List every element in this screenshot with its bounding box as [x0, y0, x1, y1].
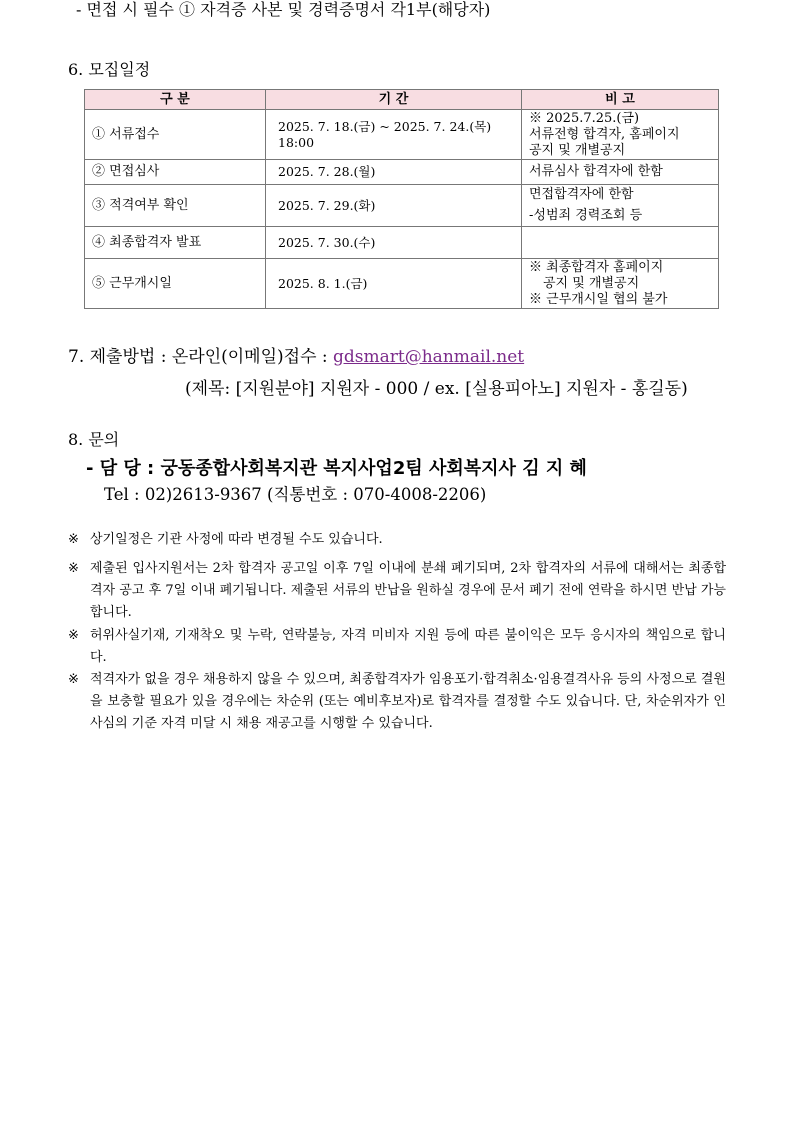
row-remarks: [522, 110, 719, 160]
header-remarks: 비 고: [522, 90, 719, 110]
reference-mark-icon: ※: [68, 628, 79, 643]
table-row: [85, 259, 719, 309]
table-row: [85, 160, 719, 185]
row-period: 2025. 7. 29.(화): [266, 185, 522, 227]
table-row: [85, 110, 719, 160]
row-remarks: [522, 185, 719, 227]
row-period: 2025. 8. 1.(금): [266, 259, 522, 309]
row-remarks: [522, 227, 719, 259]
notice-item: [68, 625, 726, 669]
notice-text: 적격자가 없을 경우 채용하지 않을 수 있으며, 최종합격자가 임용포기·합격취소·임용결격사유 등의 사정으로 결원을 보충할 필요가 있을 경우에는 차순위 (또는 예비후보자)로 합격자를 결정할 수도 있습니다. 단, 차순위자가 인사심의 기준 자격 미달 시 채용 재공고를 시행할 수 있습니다.: [90, 672, 726, 731]
remark-line: 면접합격자에 한함: [529, 187, 634, 202]
row-item: ⑤ 근무개시일: [85, 259, 266, 309]
header-period: 기 간: [266, 90, 522, 110]
section-6-title: 6. 모집일정: [68, 60, 151, 79]
row-remarks: [522, 259, 719, 309]
remark-line: ※ 2025.7.25.(금): [529, 110, 640, 126]
schedule-table: [84, 89, 719, 309]
reference-mark-icon: ※: [68, 672, 79, 687]
remark-line: 서류심사 합격자에 한함: [529, 164, 663, 179]
notice-item: [68, 558, 726, 624]
remark-line: ※ 근무개시일 협의 불가: [529, 291, 668, 307]
remark-line: ※ 최종합격자 홈페이지: [529, 259, 664, 275]
notice-text: 제출된 입사지원서는 2차 합격자 공고일 이후 7일 이내에 분쇄 폐기되며, 2차 합격자의 서류에 대해서는 최종합격자 공고 후 7일 이내 폐기됩니다. 제출된 서류의 반납을 원하실 경우에 문서 폐기 전에 연락을 하시면 반납 가능합니다.: [90, 561, 726, 620]
email-link[interactable]: gdsmart@hanmail.net: [333, 347, 525, 367]
row-period: 2025. 7. 28.(월): [266, 160, 522, 185]
section-8-title: 8. 문의: [68, 430, 120, 449]
row-item: ② 면접심사: [85, 160, 266, 185]
notice-item: [68, 669, 726, 735]
reference-mark-icon: ※: [68, 561, 79, 576]
notice-item: [68, 529, 726, 551]
remark-line: 서류전형 합격자, 홈페이지: [529, 126, 680, 142]
contact-person: - 담 당 : 궁동종합사회복지관 복지사업2팀 사회복지사 김 지 혜: [86, 458, 587, 479]
row-item: ④ 최종합격자 발표: [85, 227, 266, 259]
row-remarks: [522, 160, 719, 185]
contact-tel: Tel : 02)2613-9367 (직통번호 : 070-4008-2206): [104, 485, 487, 504]
row-period: 2025. 7. 18.(금) ~ 2025. 7. 24.(목) 18:00: [266, 110, 522, 160]
row-period: 2025. 7. 30.(수): [266, 227, 522, 259]
row-item: ① 서류접수: [85, 110, 266, 160]
email-title-format: (제목: [지원분야] 지원자 - 000 / ex. [실용피아노] 지원자 - 홍길동): [185, 379, 688, 399]
section-7-submission: [68, 346, 524, 368]
remark-line: -성범죄 경력조회 등: [529, 208, 643, 223]
reference-mark-icon: ※: [68, 532, 79, 547]
table-row: [85, 227, 719, 259]
row-item: ③ 적격여부 확인: [85, 185, 266, 227]
table-header-row: [85, 90, 719, 110]
header-category: 구 분: [85, 90, 266, 110]
table-row: [85, 185, 719, 227]
remark-line: 공지 및 개별공지: [543, 275, 640, 291]
notice-text: 허위사실기재, 기재착오 및 누락, 연락불능, 자격 미비자 지원 등에 따른 불이익은 모두 응시자의 책임으로 합니다.: [90, 628, 726, 665]
interview-required-docs: - 면접 시 필수 ① 자격증 사본 및 경력증명서 각1부(해당자): [76, 0, 491, 19]
notice-text: 상기일정은 기관 사정에 따라 변경될 수도 있습니다.: [90, 532, 383, 547]
submission-label: 7. 제출방법 : 온라인(이메일)접수 :: [68, 347, 334, 367]
remark-line: 공지 및 개별공지: [529, 142, 626, 158]
